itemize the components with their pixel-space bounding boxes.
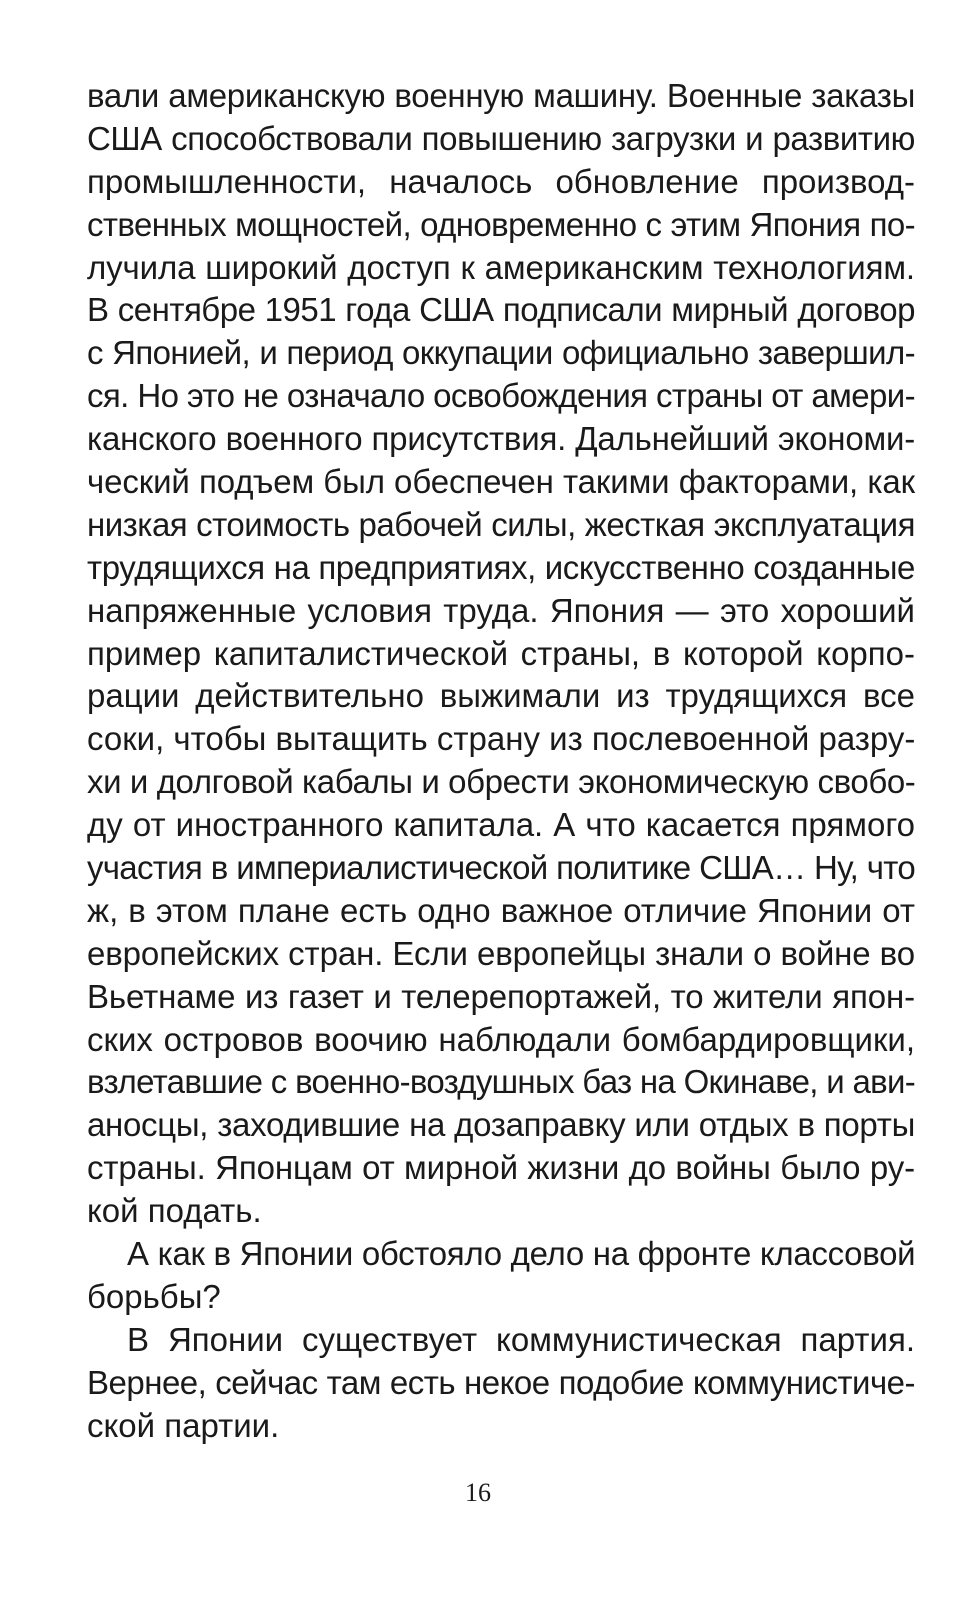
text-line: рации действительно выжимали из трудящихся все xyxy=(87,677,915,715)
text-line: кой подать. xyxy=(87,1192,262,1230)
page-number: 16 xyxy=(465,1478,491,1507)
text-line: трудящихся на предприятиях, искусственно созданные xyxy=(87,548,915,586)
text-line: ственных мощностей, одновременно с этим Япония по- xyxy=(87,205,915,243)
text-line: Вьетнаме из газет и телерепортажей, то жители япон- xyxy=(87,977,915,1015)
paragraph xyxy=(87,1233,915,1319)
text-line: участия в империалистической политике США… Ну, что xyxy=(87,849,915,887)
text-line: Вернее, сейчас там есть некое подобие коммунистиче- xyxy=(87,1363,915,1401)
body-text xyxy=(87,75,915,1448)
text-line: страны. Японцам от мирной жизни до войны было ру- xyxy=(87,1149,915,1187)
text-line: соки, чтобы вытащить страну из послевоенной разру- xyxy=(87,720,916,758)
text-line: хи и долговой кабалы и обрести экономическую свобо- xyxy=(87,763,916,801)
text-line: аносцы, заходившие на дозаправку или отдых в порты xyxy=(87,1106,915,1144)
text-line: США способствовали повышению загрузки и развитию xyxy=(87,119,915,157)
text-line: ж, в этом плане есть одно важное отличие Японии от xyxy=(87,891,915,929)
text-line: борьбы? xyxy=(87,1277,221,1315)
text-line: В Японии существует коммунистическая партия. xyxy=(127,1320,915,1358)
text-line: с Японией, и период оккупации официально завершил- xyxy=(87,334,915,372)
text-line: напряженные условия труда. Япония — это хороший xyxy=(87,591,915,629)
text-line: канского военного присутствия. Дальнейший экономи- xyxy=(87,420,915,458)
text-line: вали американскую военную машину. Военные заказы xyxy=(87,77,915,114)
text-line: низкая стоимость рабочей силы, жесткая эксплуатация xyxy=(87,505,915,543)
text-line: промышленности, началось обновление производ- xyxy=(87,162,915,200)
text-line: ских островов воочию наблюдали бомбардировщики, xyxy=(87,1020,915,1058)
text-line: ческий подъем был обеспечен такими факторами, как xyxy=(87,463,915,501)
text-line: пример капиталистической страны, в которой корпо- xyxy=(87,634,915,672)
text-line: В сентябре 1951 года США подписали мирный договор xyxy=(87,291,915,329)
text-line: европейских стран. Если европейцы знали о войне во xyxy=(87,934,915,972)
paragraph xyxy=(87,75,915,1233)
text-line: ся. Но это не означало освобождения страны от амери- xyxy=(87,377,915,415)
text-line: ду от иностранного капитала. А что касается прямого xyxy=(87,806,915,844)
text-line: А как в Японии обстояло дело на фронте классовой xyxy=(127,1235,916,1273)
text-line: ской партии. xyxy=(87,1406,280,1444)
text-line: взлетавшие с военно-воздушных баз на Окинаве, и ави- xyxy=(87,1063,915,1101)
text-line: лучила широкий доступ к американским технологиям. xyxy=(87,248,915,286)
paragraph xyxy=(87,1319,915,1448)
